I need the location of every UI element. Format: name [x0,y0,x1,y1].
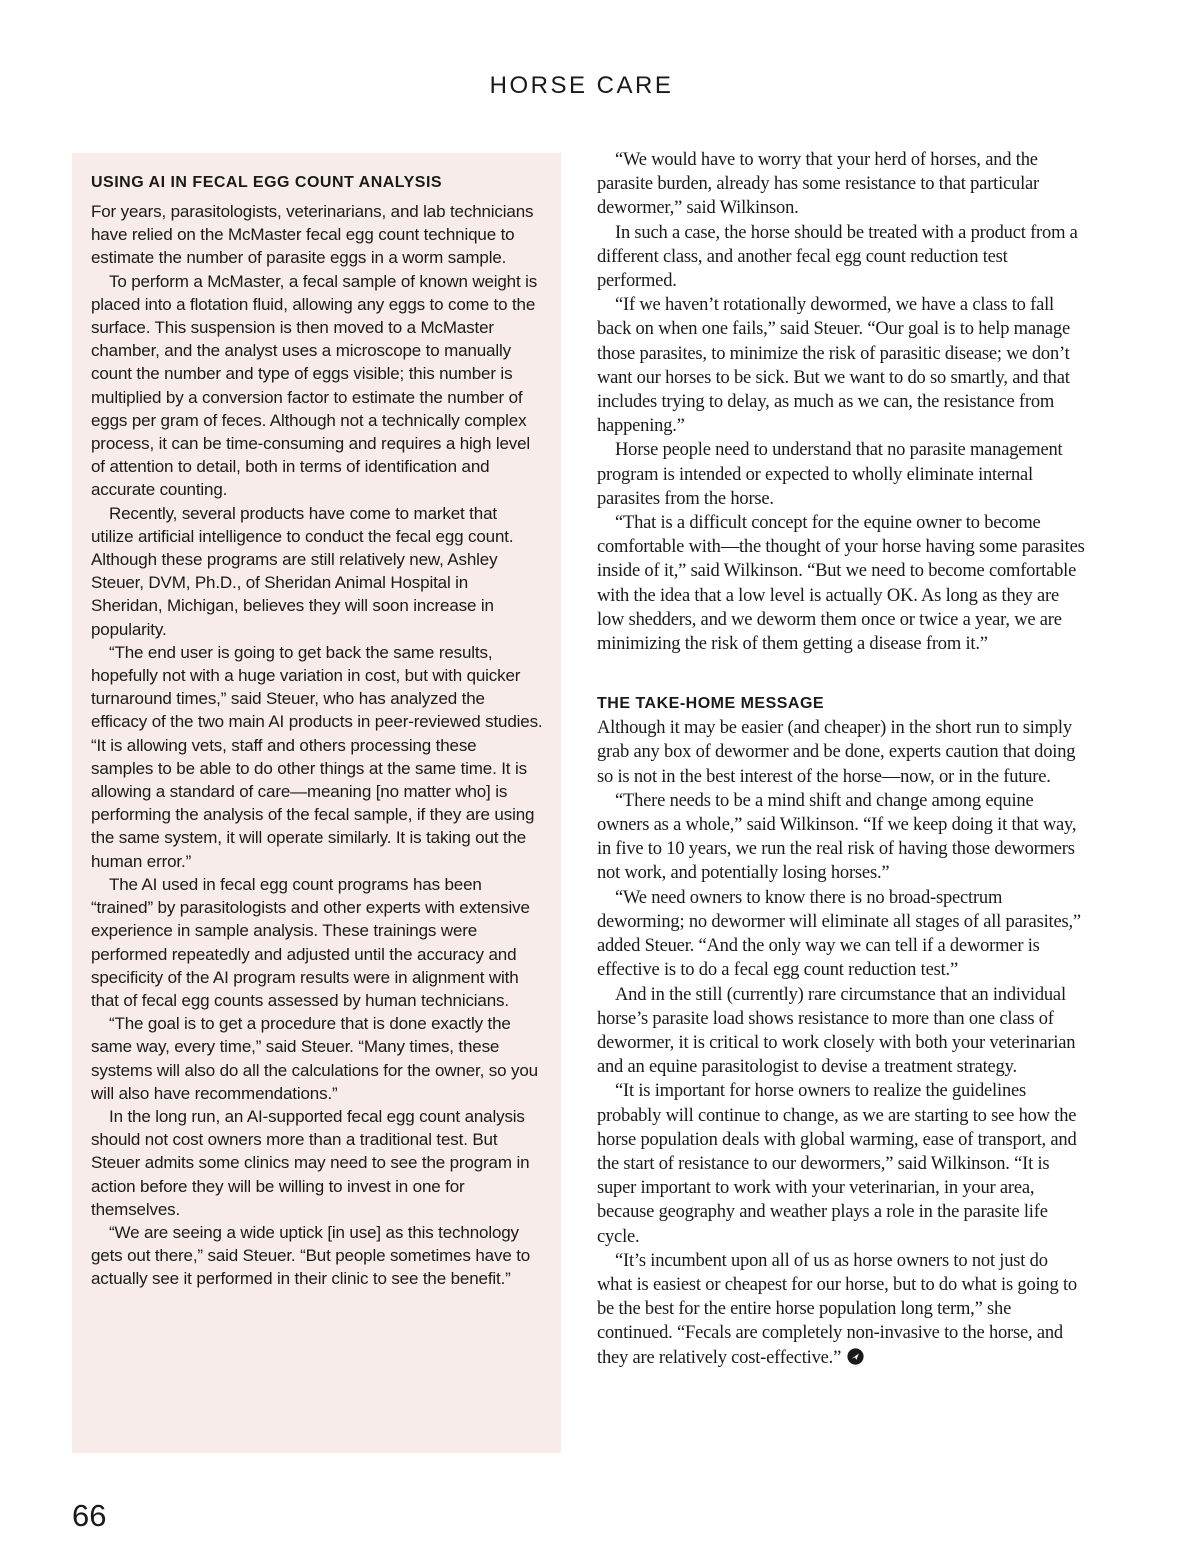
body-paragraph: “That is a difficult concept for the equine owner to become comfortable with—the thought of your horse having some parasites inside of it,” said Wilkinson. “But we need to become comfortable with the idea that a low level is actually OK. As long as they are low shedders, and we deworm them once or twice a year, we are minimizing the risk of them getting a disease from it.” [597,513,1085,655]
section-header: HORSE CARE [489,72,674,99]
body-paragraph: And in the still (currently) rare circumstance that an individual horse’s parasite load shows resistance to more than one class of dewormer, it is critical to work closely with both your veterinarian and an equine parasitologist to devise a treatment strategy. [597,984,1076,1078]
body-paragraph: “It is important for horse owners to realize the guidelines probably will continue to change, as we are starting to see how the horse population deals with global warming, ease of transport, and the start of resistance to our dewormers,” said Wilkinson. “It is super important to work with your veterinarian, in your area, because geography and weather plays a role in the parasite life cycle. [597,1081,1077,1247]
sidebar-paragraph: In the long run, an AI-supported fecal egg count analysis should not cost owners more than a traditional test. But Steuer admits some clinics may need to see the program in action before they will be willing to invest in one for themselves. [91,1106,530,1219]
sidebar-paragraph: Recently, several products have come to market that utilize artificial intelligence to conduct the fecal egg count. Although these programs are still relatively new, Ashley Steuer, DVM, Ph.D., of Sheridan Animal Hospital in Sheridan, Michigan, believes they will soon increase in popularity. [91,503,514,639]
sidebar-paragraph: To perform a McMaster, a fecal sample of known weight is placed into a flotation fluid, allowing any eggs to come to the surface. This suspension is then moved to a McMaster chamber, and the analyst uses a microscope to manually count the number and type of eggs visible; this number is multiplied by a conversion factor to estimate the number of eggs per gram of feces. Although not a technically complex process, it can be time-consuming and requires a high level of attention to detail, both in terms of identification and accurate counting. [91,271,538,500]
page-number: 66 [72,1498,107,1533]
body-paragraph: Although it may be easier (and cheaper) in the short run to simply grab any box of dewormer and be done, experts caution that doing so is not in the best interest of the horse—now, or in the future. [597,718,1076,787]
body-paragraph: “We would have to worry that your herd of horses, and the parasite burden, already has some resistance to that particular dewormer,” said Wilkinson. [597,150,1040,219]
sidebar-paragraph: The AI used in fecal egg count programs has been “trained” by parasitologists and other experts with extensive experience in sample analysis. These trainings were performed repeatedly and adjusted until the accuracy and specificity of the AI program results were in alignment with that of fecal egg counts assessed by human technicians. [91,874,530,1010]
body-paragraph: Horse people need to understand that no parasite management program is intended or expected to wholly eliminate internal parasites from the horse. [597,440,1063,509]
sidebar-paragraph: “We are seeing a wide uptick [in use] as this technology gets out there,” said Steuer. “But people sometimes have to actually see it performed in their clinic to see the benefit.” [91,1222,531,1289]
sidebar-title: USING AI IN FECAL EGG COUNT ANALYSIS [91,174,443,191]
section-subhead: THE TAKE-HOME MESSAGE [597,695,825,713]
sidebar-paragraph: For years, parasitologists, veterinarians, and lab technicians have relied on the McMaster fecal egg count technique to estimate the number of parasite eggs in a worm sample. [91,202,534,268]
body-paragraph: In such a case, the horse should be treated with a product from a different class, and another fecal egg count reduction test performed. [597,222,1078,292]
body-paragraph: “If we haven’t rotationally dewormed, we have a class to fall back on when one fails,” said Steuer. “Our goal is to help manage those parasites, to minimize the risk of parasitic disease; we don’t want our horses to be sick. But we want to do so smartly, and that includes trying to delay, as much as we can, the resistance from happening.” [597,295,1070,437]
final-paragraph-text: “It’s incumbent upon all of us as horse owners to not just do what is easiest or cheapest for our horse, but to do what is going to be the best for the entire horse population long term,” she continued. “Fecals are completely non-invasive to the horse, and they are relatively cost-effective.” [597,1250,1077,1368]
end-of-article-icon [847,1348,864,1365]
body-paragraph: “We need owners to know there is no broad-spectrum deworming; no dewormer will eliminate all stages of all parasites,” added Steuer. “And the only way we can tell if a dewormer is effective is to do a fecal egg count reduction test.” [597,887,1081,981]
sidebar-paragraph: “The end user is going to get back the same results, hopefully not with a huge variation in cost, but with quicker turnaround times,” said Steuer, who has analyzed the efficacy of the two main AI products in peer-reviewed studies. “It is allowing vets, staff and others processing these samples to be able to do other things at the same time. It is allowing a standard of care—meaning [no matter who] is performing the analysis of the fecal sample, if they are using the same system, it will operate similarly. It is taking out the human error.” [91,642,543,871]
final-paragraph [597,1249,1087,1370]
main-column [597,148,1087,1370]
body-paragraph: “There needs to be a mind shift and change among equine owners as a whole,” said Wilkinson. “If we keep doing it that way, in five to 10 years, we run the real risk of having those dewormers not work, and potentially losing horses.” [597,790,1077,884]
sidebar-paragraph: “The goal is to get a procedure that is done exactly the same way, every time,” said Steuer. “Many times, these systems will also do all the calculations for the owner, so you will also have recommendations.” [91,1014,538,1103]
sidebar-box [72,153,561,1453]
